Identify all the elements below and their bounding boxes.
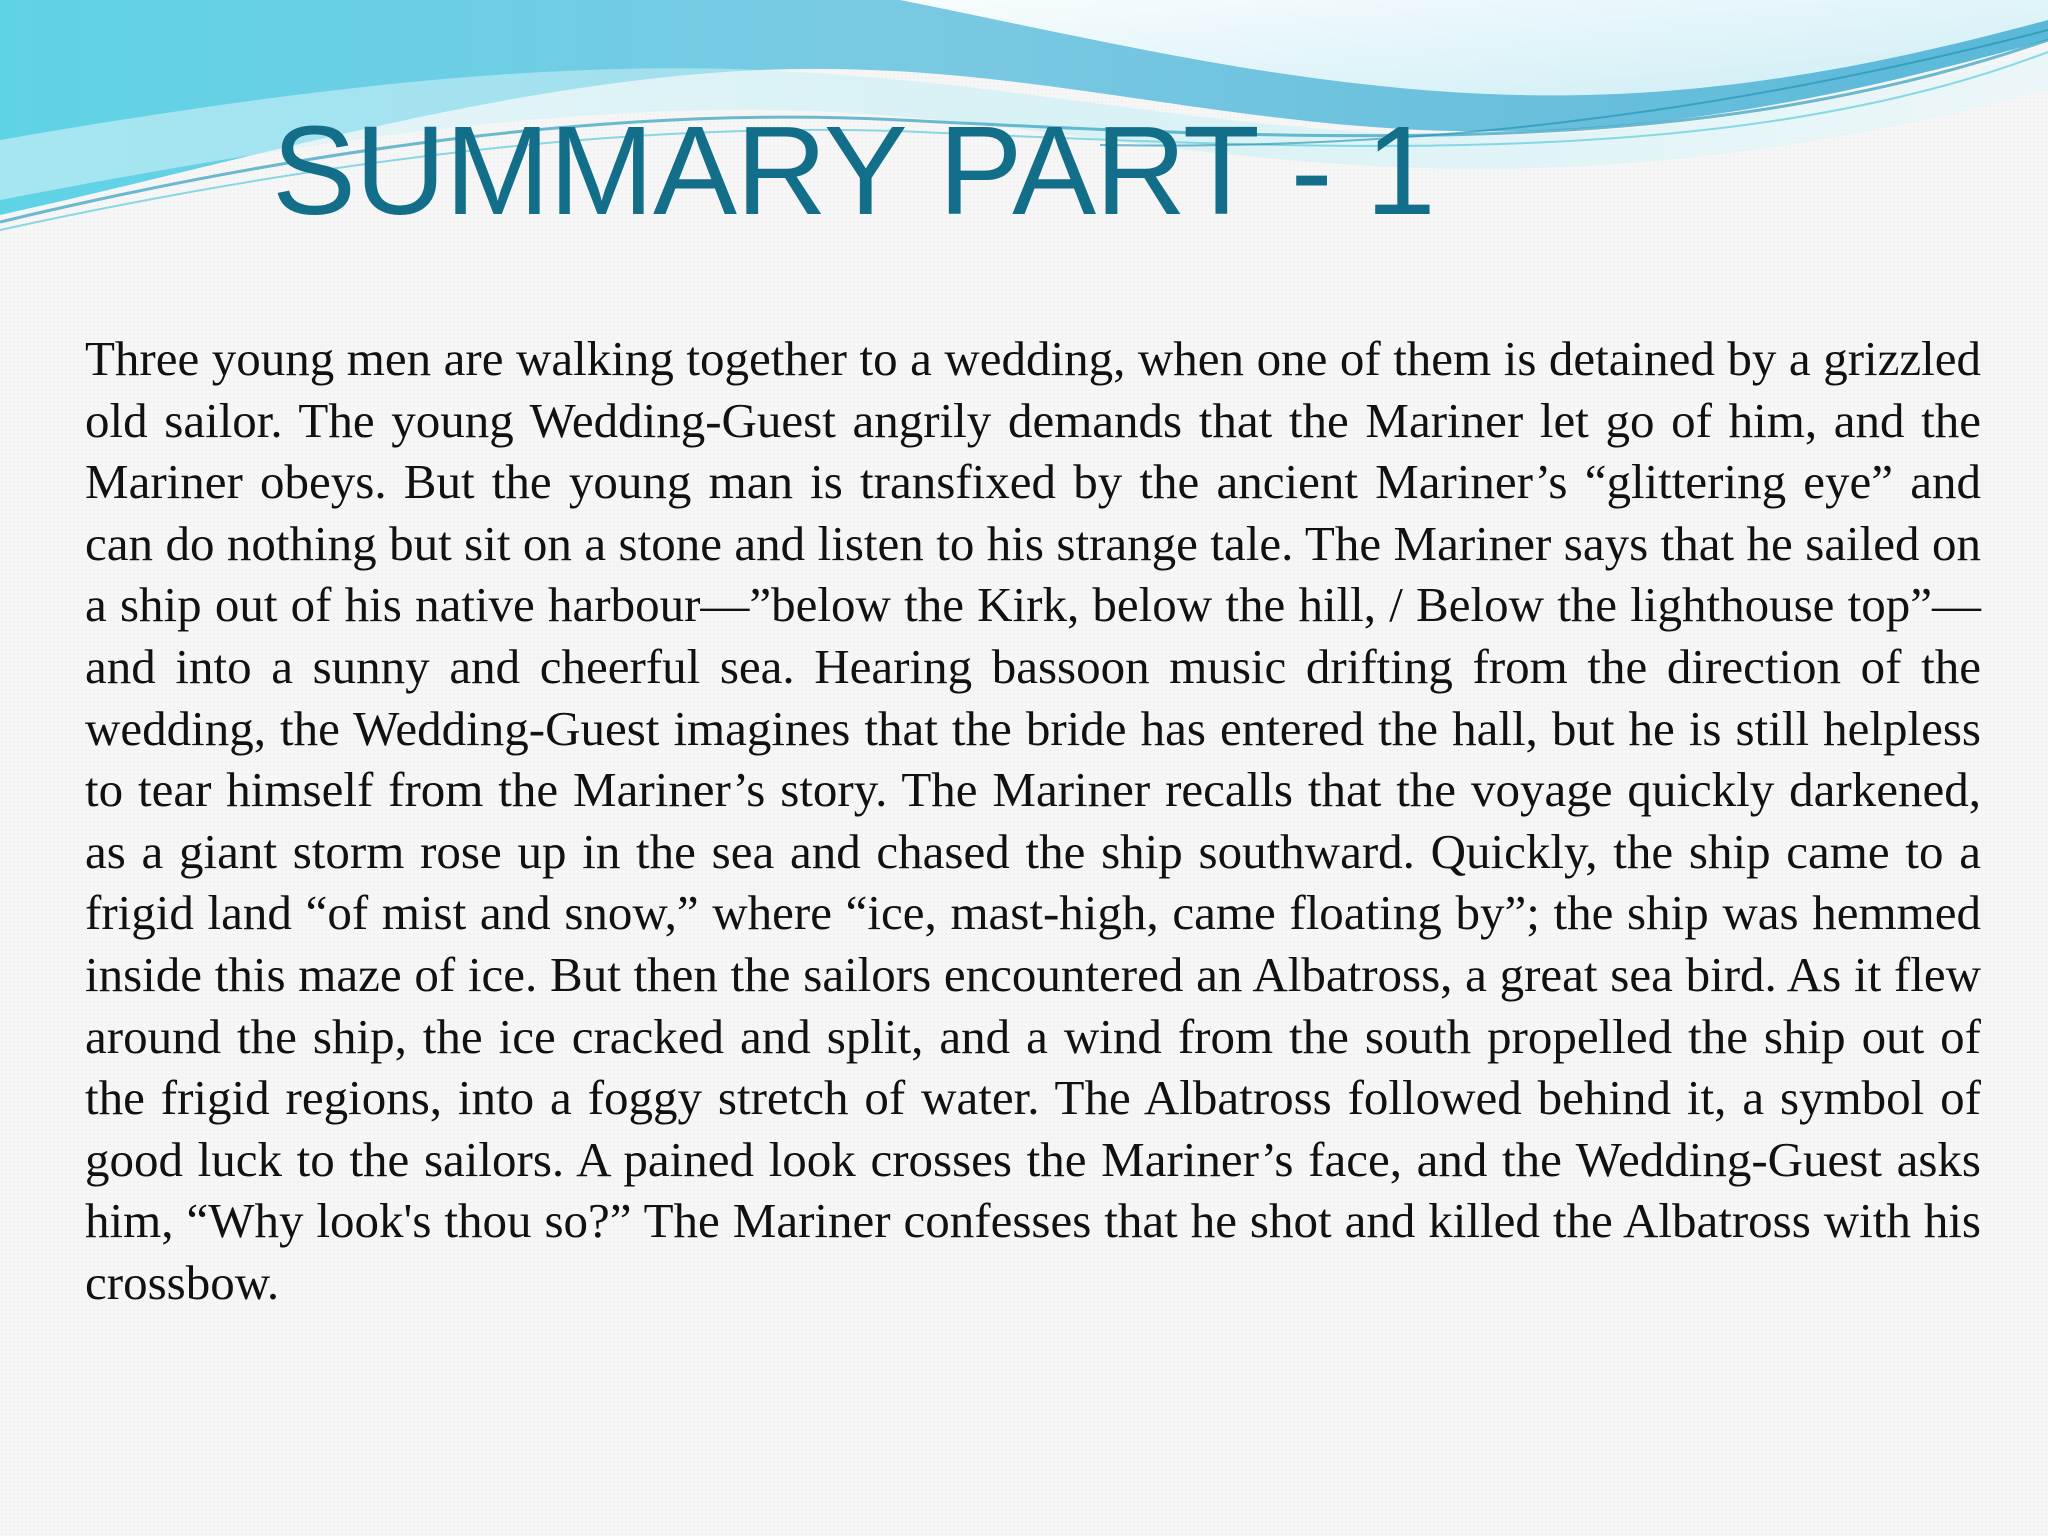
slide-title: SUMMARY PART - 1 [272,100,1435,241]
summary-paragraph: Three young men are walking together to a wedding, when one of them is detained by a grizzled old sailor. The young Wedding-Guest angrily demands that the Mariner let go of him, and the Mariner obeys. But the young man is transfixed by the ancient Mariner’s “glittering eye” and can do nothing but sit on a stone and listen to his strange tale. The Mariner says that he sailed on a ship out of his native harbour—”below the Kirk, below the hill, / Below the lighthouse top”—and into a sunny and cheerful sea. Hearing bassoon music drifting from the direction of the wedding, the Wedding-Guest imagines that the bride has entered the hall, but he is still helpless to tear himself from the Mariner’s story. The Mariner recalls that the voyage quickly darkened, as a giant storm rose up in the sea and chased the ship southward. Quickly, the ship came to a frigid land “of mist and snow,” where “ice, mast-high, came floating by”; the ship was hemmed inside this maze of ice. But then the sailors encountered an Albatross, a great sea bird. As it flew around the ship, the ice cracked and split, and a wind from the south propelled the ship out of the frigid regions, into a foggy stretch of water. The Albatross followed behind it, a symbol of good luck to the sailors. A pained look crosses the Mariner’s face, and the Wedding-Guest asks him, “Why look's thou so?” The Mariner confesses that he shot and killed the Albatross with his crossbow. [85,331,1981,1310]
